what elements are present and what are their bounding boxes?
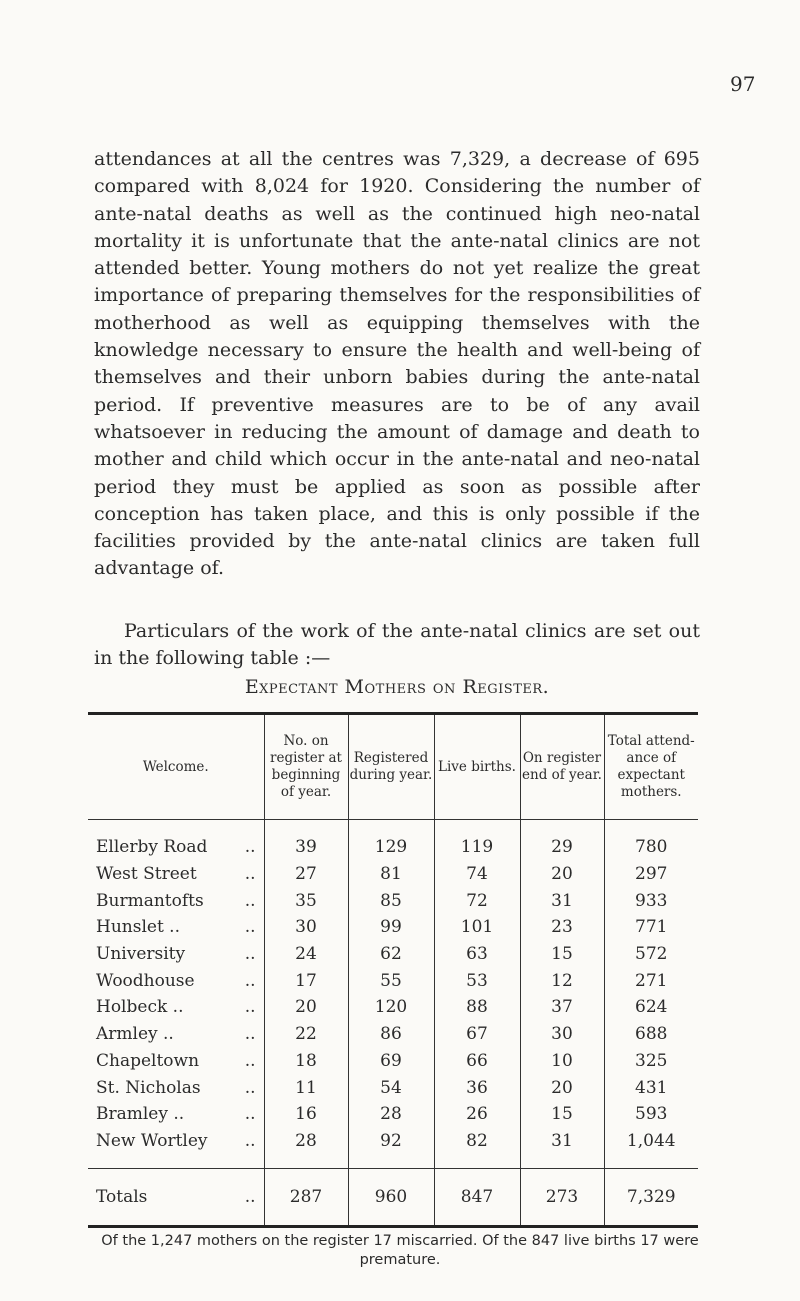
value-cell: 780 xyxy=(604,820,698,861)
value-cell: 28 xyxy=(264,1128,348,1169)
table-row xyxy=(88,887,698,914)
welcome-name-text: Hunslet .. xyxy=(96,917,180,938)
header-registered-during-year: Registered during year. xyxy=(348,715,434,820)
table-row xyxy=(88,1048,698,1075)
table-title: Expectant Mothers on Register. xyxy=(244,676,550,698)
value-cell: 12 xyxy=(520,967,604,994)
value-cell: 30 xyxy=(520,1021,604,1048)
value-cell: 1,044 xyxy=(604,1128,698,1169)
leader-dots: .. xyxy=(244,997,256,1018)
value-cell: 431 xyxy=(604,1074,698,1101)
value-cell: 18 xyxy=(264,1048,348,1075)
value-cell: 119 xyxy=(434,820,520,861)
value-cell: 92 xyxy=(348,1128,434,1169)
welcome-name-text: Woodhouse xyxy=(96,970,195,991)
value-cell: 88 xyxy=(434,994,520,1021)
welcome-name xyxy=(88,914,264,941)
value-cell: 24 xyxy=(264,941,348,968)
value-cell: 101 xyxy=(434,914,520,941)
value-cell: 85 xyxy=(348,887,434,914)
totals-label xyxy=(88,1169,264,1226)
leader-dots: .. xyxy=(244,1050,256,1071)
welcome-name-text: Holbeck .. xyxy=(96,997,184,1018)
table-row xyxy=(88,994,698,1021)
footnote: Of the 1,247 mothers on the register 17 miscarried. Of the 847 live births 17 were premature. xyxy=(101,1233,699,1268)
total-cell: 960 xyxy=(348,1169,434,1226)
leader-dots: .. xyxy=(244,1187,256,1208)
welcome-name-text: Bramley .. xyxy=(96,1104,185,1125)
welcome-name xyxy=(88,887,264,914)
value-cell: 15 xyxy=(520,941,604,968)
value-cell: 66 xyxy=(434,1048,520,1075)
welcome-name-text: University xyxy=(96,944,186,965)
paragraph-1: attendances at all the centres was 7,329, a decrease of 695 compared with 8,024 for 1920. Considering the number of ante-natal deaths as well as the continued high neo-natal mortality it is unfortunate that the ante-natal clinics are not attended better. Young mothers do not yet realize the great importance of preparing themselves for the responsibilities of motherhood as well as equipping themselves with the knowledge necessary to ensure the health and well-being of themselves and their unborn babies during the ante-natal period. If preventive measures are to be of any avail whatsoever in reducing the amount of damage and death to mother and child which occur in the ante-natal and neo-natal period they must be applied as soon as possible after conception has taken place, and this is only possible if the facilities provided by the ante-natal clinics are taken full advantage of. xyxy=(94,148,700,580)
value-cell: 22 xyxy=(264,1021,348,1048)
welcome-name xyxy=(88,820,264,861)
value-cell: 82 xyxy=(434,1128,520,1169)
value-cell: 10 xyxy=(520,1048,604,1075)
value-cell: 23 xyxy=(520,914,604,941)
value-cell: 325 xyxy=(604,1048,698,1075)
value-cell: 129 xyxy=(348,820,434,861)
welcome-name-text: St. Nicholas xyxy=(96,1077,201,1098)
value-cell: 69 xyxy=(348,1048,434,1075)
table-row xyxy=(88,941,698,968)
value-cell: 120 xyxy=(348,994,434,1021)
welcome-name xyxy=(88,967,264,994)
leader-dots: .. xyxy=(244,1077,256,1098)
value-cell: 29 xyxy=(520,820,604,861)
table-row xyxy=(88,861,698,888)
welcome-name xyxy=(88,1021,264,1048)
welcome-name-text: Chapeltown xyxy=(96,1050,200,1071)
value-cell: 297 xyxy=(604,861,698,888)
welcome-name-text: West Street xyxy=(96,864,197,885)
value-cell: 63 xyxy=(434,941,520,968)
header-total-attendance: Total attend-ance of expectant mothers. xyxy=(604,715,698,820)
value-cell: 35 xyxy=(264,887,348,914)
value-cell: 62 xyxy=(348,941,434,968)
welcome-name xyxy=(88,1074,264,1101)
table-row xyxy=(88,820,698,861)
value-cell: 72 xyxy=(434,887,520,914)
value-cell: 86 xyxy=(348,1021,434,1048)
value-cell: 624 xyxy=(604,994,698,1021)
page-number: 97 xyxy=(730,72,756,96)
value-cell: 54 xyxy=(348,1074,434,1101)
table-row xyxy=(88,967,698,994)
leader-dots: .. xyxy=(244,1024,256,1045)
value-cell: 20 xyxy=(520,1074,604,1101)
value-cell: 28 xyxy=(348,1101,434,1128)
value-cell: 37 xyxy=(520,994,604,1021)
leader-dots: .. xyxy=(244,1130,256,1151)
totals-label-text: Totals xyxy=(96,1187,148,1208)
value-cell: 67 xyxy=(434,1021,520,1048)
expectant-mothers-table xyxy=(88,712,698,1228)
value-cell: 55 xyxy=(348,967,434,994)
header-register-beginning: No. on register at beginning of year. xyxy=(264,715,348,820)
value-cell: 771 xyxy=(604,914,698,941)
value-cell: 53 xyxy=(434,967,520,994)
value-cell: 99 xyxy=(348,914,434,941)
value-cell: 81 xyxy=(348,861,434,888)
value-cell: 688 xyxy=(604,1021,698,1048)
value-cell: 572 xyxy=(604,941,698,968)
value-cell: 271 xyxy=(604,967,698,994)
welcome-name xyxy=(88,1101,264,1128)
value-cell: 74 xyxy=(434,861,520,888)
value-cell: 15 xyxy=(520,1101,604,1128)
leader-dots: .. xyxy=(244,837,256,858)
value-cell: 26 xyxy=(434,1101,520,1128)
leader-dots: .. xyxy=(244,864,256,885)
value-cell: 39 xyxy=(264,820,348,861)
header-register-end: On register end of year. xyxy=(520,715,604,820)
table-header-row xyxy=(88,715,698,820)
value-cell: 17 xyxy=(264,967,348,994)
welcome-name xyxy=(88,1128,264,1169)
leader-dots: .. xyxy=(244,917,256,938)
header-live-births: Live births. xyxy=(434,715,520,820)
header-welcome: Welcome. xyxy=(88,715,264,820)
value-cell: 11 xyxy=(264,1074,348,1101)
value-cell: 31 xyxy=(520,887,604,914)
welcome-name xyxy=(88,941,264,968)
totals-row xyxy=(88,1169,698,1226)
value-cell: 933 xyxy=(604,887,698,914)
table-row xyxy=(88,1101,698,1128)
total-cell: 7,329 xyxy=(604,1169,698,1226)
welcome-name-text: New Wortley xyxy=(96,1130,208,1151)
welcome-name-text: Burmantofts xyxy=(96,890,204,911)
value-cell: 593 xyxy=(604,1101,698,1128)
table-row xyxy=(88,1128,698,1169)
welcome-name-text: Armley .. xyxy=(96,1024,174,1045)
welcome-name xyxy=(88,994,264,1021)
value-cell: 30 xyxy=(264,914,348,941)
leader-dots: .. xyxy=(244,970,256,991)
value-cell: 16 xyxy=(264,1101,348,1128)
value-cell: 20 xyxy=(520,861,604,888)
total-cell: 273 xyxy=(520,1169,604,1226)
table-row xyxy=(88,1021,698,1048)
total-cell: 847 xyxy=(434,1169,520,1226)
welcome-name-text: Ellerby Road xyxy=(96,837,208,858)
total-cell: 287 xyxy=(264,1169,348,1226)
welcome-name xyxy=(88,861,264,888)
value-cell: 31 xyxy=(520,1128,604,1169)
value-cell: 36 xyxy=(434,1074,520,1101)
value-cell: 20 xyxy=(264,994,348,1021)
value-cell: 27 xyxy=(264,861,348,888)
welcome-name xyxy=(88,1048,264,1075)
paragraph-2: Particulars of the work of the ante-natal clinics are set out in the following table :— xyxy=(94,620,700,670)
leader-dots: .. xyxy=(244,1104,256,1125)
leader-dots: .. xyxy=(244,890,256,911)
table-row xyxy=(88,914,698,941)
leader-dots: .. xyxy=(244,944,256,965)
table-row xyxy=(88,1074,698,1101)
